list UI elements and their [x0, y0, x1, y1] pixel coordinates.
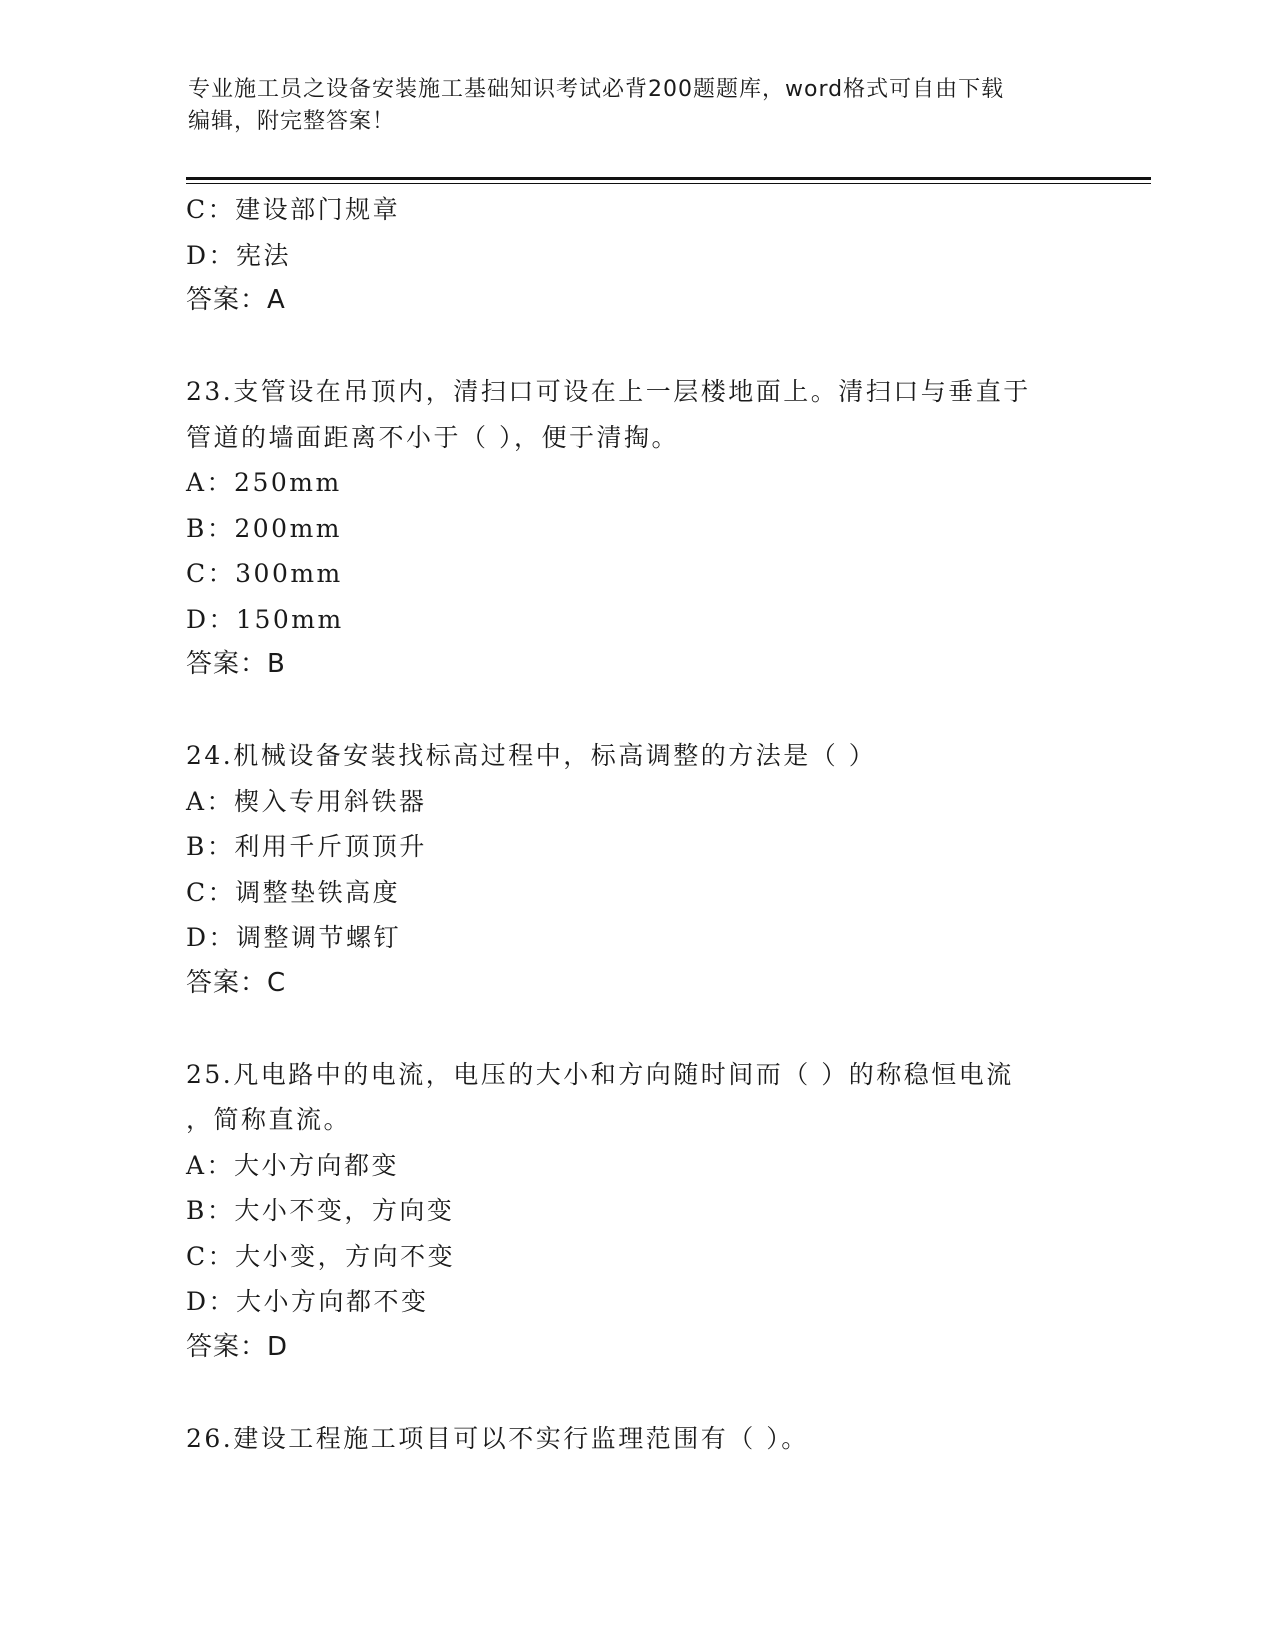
question-25 [186, 1052, 1086, 1371]
q22-option-c: C：建设部门规章 [186, 195, 401, 224]
question-content [186, 187, 1086, 1461]
q25-option-a: A：大小方向都变 [186, 1150, 400, 1180]
header-title-line-2: 编辑，附完整答案！ [188, 109, 396, 134]
q23-option-c: C：300mm [186, 559, 343, 588]
q25-option-b: B：大小不变，方向变 [186, 1196, 455, 1225]
q25-answer: 答案：D [186, 1331, 289, 1362]
question-23 [186, 369, 1086, 688]
q23-option-d: D：150mm [186, 604, 344, 634]
question-24 [186, 733, 1086, 1006]
q25-stem-line-2: ，简称直流。 [186, 1105, 352, 1134]
document-header [188, 74, 1068, 138]
q23-answer: 答案：B [186, 649, 286, 679]
q25-stem-line-1: 25.凡电路中的电流，电压的大小和方向随时间而（ ）的称稳恒电流 [186, 1059, 1014, 1089]
header-title-line-1: 专业施工员之设备安装施工基础知识考试必背200题题库，word格式可自由下载 [188, 77, 1005, 102]
q23-stem-line-2: 管道的墙面距离不小于（ ），便于清掏。 [186, 422, 679, 452]
spacer [186, 324, 1086, 370]
q24-option-d: D：调整调节螺钉 [186, 923, 402, 952]
q25-option-d: D：大小方向都不变 [186, 1287, 429, 1316]
q23-option-b: B：200mm [186, 513, 343, 543]
q24-option-a: A：楔入专用斜铁器 [186, 786, 427, 816]
spacer [186, 1370, 1086, 1416]
header-rule-thin [186, 183, 1151, 184]
header-rule-thick [186, 177, 1151, 180]
q26-stem: 26.建设工程施工项目可以不实行监理范围有（ ）。 [186, 1423, 809, 1453]
q24-option-c: C：调整垫铁高度 [186, 877, 401, 907]
q22-option-d: D：宪法 [186, 240, 292, 270]
q24-answer: 答案：C [186, 967, 287, 998]
spacer [186, 688, 1086, 734]
q24-option-b: B：利用千斤顶顶升 [186, 832, 427, 861]
spacer [186, 1006, 1086, 1052]
q23-option-a: A：250mm [186, 468, 342, 497]
q22-answer: 答案：A [186, 285, 286, 315]
q24-stem: 24.机械设备安装找标高过程中，标高调整的方法是（ ） [186, 741, 877, 770]
q23-stem-line-1: 23.支管设在吊顶内，清扫口可设在上一层楼地面上。清扫口与垂直于 [186, 377, 1031, 406]
q25-option-c: C：大小变，方向不变 [186, 1241, 456, 1271]
question-22 [186, 187, 1086, 324]
question-26 [186, 1416, 1086, 1462]
